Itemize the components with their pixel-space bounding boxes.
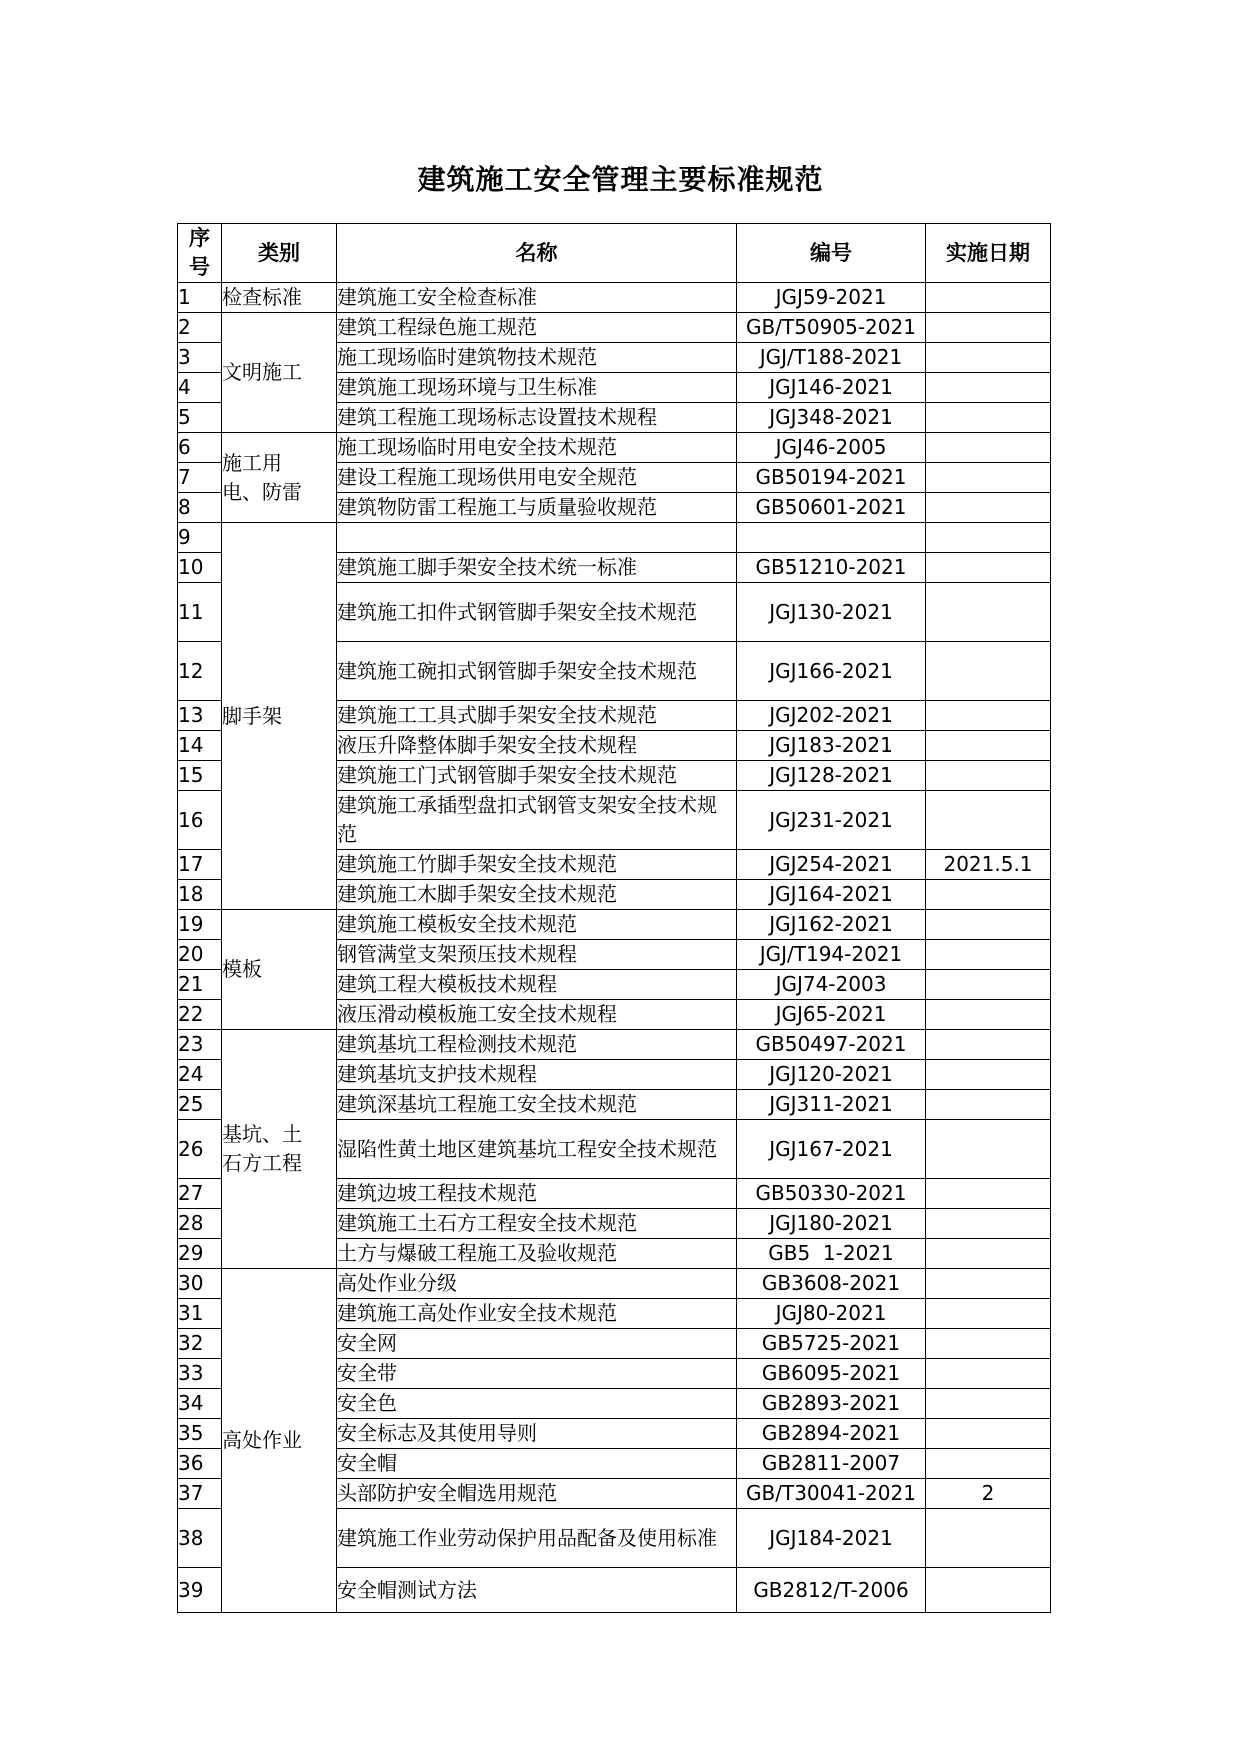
standard-name: 建筑施工现场环境与卫生标准 <box>337 373 737 403</box>
standard-code: GB50497-2021 <box>737 1030 926 1060</box>
implementation-date <box>926 433 1051 463</box>
standard-name: 建筑深基坑工程施工安全技术规范 <box>337 1090 737 1120</box>
row-no: 28 <box>178 1209 222 1239</box>
standard-name: 高处作业分级 <box>337 1269 737 1299</box>
implementation-date <box>926 1209 1051 1239</box>
standard-name: 安全色 <box>337 1389 737 1419</box>
implementation-date <box>926 1179 1051 1209</box>
standard-code: GB2812/T-2006 <box>737 1568 926 1613</box>
standard-name: 建筑施工扣件式钢管脚手架安全技术规范 <box>337 583 737 642</box>
standard-code: JGJ130-2021 <box>737 583 926 642</box>
standard-name: 建筑施工碗扣式钢管脚手架安全技术规范 <box>337 642 737 701</box>
standard-code: JGJ/T194-2021 <box>737 940 926 970</box>
row-no: 37 <box>178 1479 222 1509</box>
category-line: 基坑、土 <box>222 1122 302 1146</box>
implementation-date <box>926 1299 1051 1329</box>
standard-name: 钢管满堂支架预压技术规程 <box>337 940 737 970</box>
row-no: 11 <box>178 583 222 642</box>
standard-name: 建筑工程绿色施工规范 <box>337 313 737 343</box>
standard-code: GB2893-2021 <box>737 1389 926 1419</box>
row-no: 18 <box>178 880 222 910</box>
row-no: 10 <box>178 553 222 583</box>
standard-code: JGJ162-2021 <box>737 910 926 940</box>
standard-code: JGJ348-2021 <box>737 403 926 433</box>
table-row <box>178 433 1051 463</box>
implementation-date <box>926 1120 1051 1179</box>
standard-code: GB50194-2021 <box>737 463 926 493</box>
row-no: 26 <box>178 1120 222 1179</box>
standard-name: 建筑施工模板安全技术规范 <box>337 910 737 940</box>
header-date: 实施日期 <box>926 224 1051 283</box>
row-no: 17 <box>178 850 222 880</box>
header-no-line2: 号 <box>189 255 210 279</box>
header-code: 编号 <box>737 224 926 283</box>
category-line: 石方工程 <box>222 1151 302 1175</box>
implementation-date <box>926 583 1051 642</box>
row-no: 32 <box>178 1329 222 1359</box>
row-no: 9 <box>178 523 222 553</box>
standard-name: 建筑施工安全检查标准 <box>337 283 737 313</box>
table-row <box>178 283 1051 313</box>
row-no: 36 <box>178 1449 222 1479</box>
implementation-date <box>926 1060 1051 1090</box>
row-no: 23 <box>178 1030 222 1060</box>
implementation-date <box>926 642 1051 701</box>
standard-name: 湿陷性黄土地区建筑基坑工程安全技术规范 <box>337 1120 737 1179</box>
implementation-date <box>926 701 1051 731</box>
standard-code: JGJ128-2021 <box>737 761 926 791</box>
standard-name: 安全网 <box>337 1329 737 1359</box>
implementation-date <box>926 1269 1051 1299</box>
standard-code: JGJ202-2021 <box>737 701 926 731</box>
implementation-date <box>926 1030 1051 1060</box>
implementation-date <box>926 493 1051 523</box>
standard-name: 建筑施工门式钢管脚手架安全技术规范 <box>337 761 737 791</box>
page-title: 建筑施工安全管理主要标准规范 <box>417 163 824 196</box>
category-cell: 高处作业 <box>222 1269 337 1613</box>
implementation-date <box>926 970 1051 1000</box>
table-row <box>178 523 1051 553</box>
standard-name: 建设工程施工现场供用电安全规范 <box>337 463 737 493</box>
standard-code: JGJ183-2021 <box>737 731 926 761</box>
standard-name: 安全帽 <box>337 1449 737 1479</box>
standard-code: GB50601-2021 <box>737 493 926 523</box>
implementation-date <box>926 791 1051 850</box>
implementation-date <box>926 343 1051 373</box>
category-line: 电、防雷 <box>222 479 302 504</box>
implementation-date <box>926 1239 1051 1269</box>
standard-name: 土方与爆破工程施工及验收规范 <box>337 1239 737 1269</box>
standard-name: 建筑边坡工程技术规范 <box>337 1179 737 1209</box>
standard-code: JGJ311-2021 <box>737 1090 926 1120</box>
implementation-date <box>926 313 1051 343</box>
implementation-date <box>926 553 1051 583</box>
standard-name: 建筑施工竹脚手架安全技术规范 <box>337 850 737 880</box>
standard-code: JGJ231-2021 <box>737 791 926 850</box>
implementation-date <box>926 1509 1051 1568</box>
standard-name: 建筑施工作业劳动保护用品配备及使用标准 <box>337 1509 737 1568</box>
implementation-date <box>926 1568 1051 1613</box>
row-no: 3 <box>178 343 222 373</box>
standard-name: 建筑基坑工程检测技术规范 <box>337 1030 737 1060</box>
standard-code: JGJ80-2021 <box>737 1299 926 1329</box>
implementation-date <box>926 1449 1051 1479</box>
row-no: 5 <box>178 403 222 433</box>
category-cell: 检查标准 <box>222 283 337 313</box>
implementation-date <box>926 1419 1051 1449</box>
standard-code: JGJ65-2021 <box>737 1000 926 1030</box>
standard-code <box>737 523 926 553</box>
header-no-line1: 序 <box>189 226 210 250</box>
standard-name: 建筑施工高处作业安全技术规范 <box>337 1299 737 1329</box>
row-no: 13 <box>178 701 222 731</box>
standard-code: GB5725-2021 <box>737 1329 926 1359</box>
standard-name: 施工现场临时建筑物技术规范 <box>337 343 737 373</box>
implementation-date: 2 <box>926 1479 1051 1509</box>
table-row <box>178 910 1051 940</box>
category-cell: 文明施工 <box>222 313 337 433</box>
implementation-date <box>926 910 1051 940</box>
standard-name: 安全标志及其使用导则 <box>337 1419 737 1449</box>
category-line: 施工用 <box>222 450 282 475</box>
implementation-date: 2021.5.1 <box>926 850 1051 880</box>
standard-name: 建筑施工土石方工程安全技术规范 <box>337 1209 737 1239</box>
row-no: 39 <box>178 1568 222 1613</box>
implementation-date <box>926 1329 1051 1359</box>
row-no: 4 <box>178 373 222 403</box>
implementation-date <box>926 523 1051 553</box>
row-no: 8 <box>178 493 222 523</box>
row-no: 35 <box>178 1419 222 1449</box>
implementation-date <box>926 373 1051 403</box>
row-no: 16 <box>178 791 222 850</box>
standard-name: 建筑工程施工现场标志设置技术规程 <box>337 403 737 433</box>
implementation-date <box>926 1000 1051 1030</box>
standard-code: JGJ167-2021 <box>737 1120 926 1179</box>
implementation-date <box>926 761 1051 791</box>
standard-name: 建筑施工木脚手架安全技术规范 <box>337 880 737 910</box>
standards-table <box>177 223 1051 1613</box>
standard-code: GB/T30041-2021 <box>737 1479 926 1509</box>
standard-name <box>337 523 737 553</box>
standard-code: JGJ74-2003 <box>737 970 926 1000</box>
implementation-date <box>926 880 1051 910</box>
implementation-date <box>926 731 1051 761</box>
standard-code: JGJ184-2021 <box>737 1509 926 1568</box>
standard-name: 建筑施工工具式脚手架安全技术规范 <box>337 701 737 731</box>
standard-name: 施工现场临时用电安全技术规范 <box>337 433 737 463</box>
row-no: 21 <box>178 970 222 1000</box>
row-no: 7 <box>178 463 222 493</box>
category-cell: 模板 <box>222 910 337 1030</box>
implementation-date <box>926 1389 1051 1419</box>
standard-name: 建筑施工脚手架安全技术统一标准 <box>337 553 737 583</box>
row-no: 38 <box>178 1509 222 1568</box>
standard-name: 液压升降整体脚手架安全技术规程 <box>337 731 737 761</box>
row-no: 2 <box>178 313 222 343</box>
standard-name: 建筑物防雷工程施工与质量验收规范 <box>337 493 737 523</box>
standard-name: 液压滑动模板施工安全技术规程 <box>337 1000 737 1030</box>
standard-code: GB50330-2021 <box>737 1179 926 1209</box>
row-no: 19 <box>178 910 222 940</box>
table-row <box>178 1030 1051 1060</box>
row-no: 34 <box>178 1389 222 1419</box>
standard-code: JGJ164-2021 <box>737 880 926 910</box>
row-no: 15 <box>178 761 222 791</box>
standard-code: JGJ180-2021 <box>737 1209 926 1239</box>
row-no: 12 <box>178 642 222 701</box>
standard-name: 建筑施工承插型盘扣式钢管支架安全技术规范 <box>337 791 737 850</box>
standard-code: GB5 1-2021 <box>737 1239 926 1269</box>
implementation-date <box>926 940 1051 970</box>
standard-code: GB3608-2021 <box>737 1269 926 1299</box>
row-no: 30 <box>178 1269 222 1299</box>
implementation-date <box>926 283 1051 313</box>
standard-name: 安全帽测试方法 <box>337 1568 737 1613</box>
standard-name: 安全带 <box>337 1359 737 1389</box>
standard-code: JGJ120-2021 <box>737 1060 926 1090</box>
row-no: 20 <box>178 940 222 970</box>
standard-name: 建筑基坑支护技术规程 <box>337 1060 737 1090</box>
row-no: 24 <box>178 1060 222 1090</box>
row-no: 31 <box>178 1299 222 1329</box>
implementation-date <box>926 403 1051 433</box>
category-cell <box>222 1030 337 1269</box>
standard-name: 头部防护安全帽选用规范 <box>337 1479 737 1509</box>
row-no: 14 <box>178 731 222 761</box>
implementation-date <box>926 1090 1051 1120</box>
standard-code: GB6095-2021 <box>737 1359 926 1389</box>
standard-code: JGJ46-2005 <box>737 433 926 463</box>
table-row <box>178 1269 1051 1299</box>
standard-code: GB2894-2021 <box>737 1419 926 1449</box>
standard-code: JGJ/T188-2021 <box>737 343 926 373</box>
header-name: 名称 <box>337 224 737 283</box>
row-no: 25 <box>178 1090 222 1120</box>
standard-code: JGJ59-2021 <box>737 283 926 313</box>
standard-code: GB2811-2007 <box>737 1449 926 1479</box>
row-no: 6 <box>178 433 222 463</box>
standard-code: JGJ166-2021 <box>737 642 926 701</box>
row-no: 33 <box>178 1359 222 1389</box>
row-no: 22 <box>178 1000 222 1030</box>
row-no: 1 <box>178 283 222 313</box>
header-no <box>178 224 222 283</box>
standard-name: 建筑工程大模板技术规程 <box>337 970 737 1000</box>
category-cell: 脚手架 <box>222 523 337 910</box>
standard-code: JGJ146-2021 <box>737 373 926 403</box>
implementation-date <box>926 1359 1051 1389</box>
implementation-date <box>926 463 1051 493</box>
table-row <box>178 313 1051 343</box>
standard-code: GB51210-2021 <box>737 553 926 583</box>
category-cell <box>222 433 337 523</box>
row-no: 29 <box>178 1239 222 1269</box>
standard-code: JGJ254-2021 <box>737 850 926 880</box>
row-no: 27 <box>178 1179 222 1209</box>
standard-code: GB/T50905-2021 <box>737 313 926 343</box>
header-category: 类别 <box>222 224 337 283</box>
